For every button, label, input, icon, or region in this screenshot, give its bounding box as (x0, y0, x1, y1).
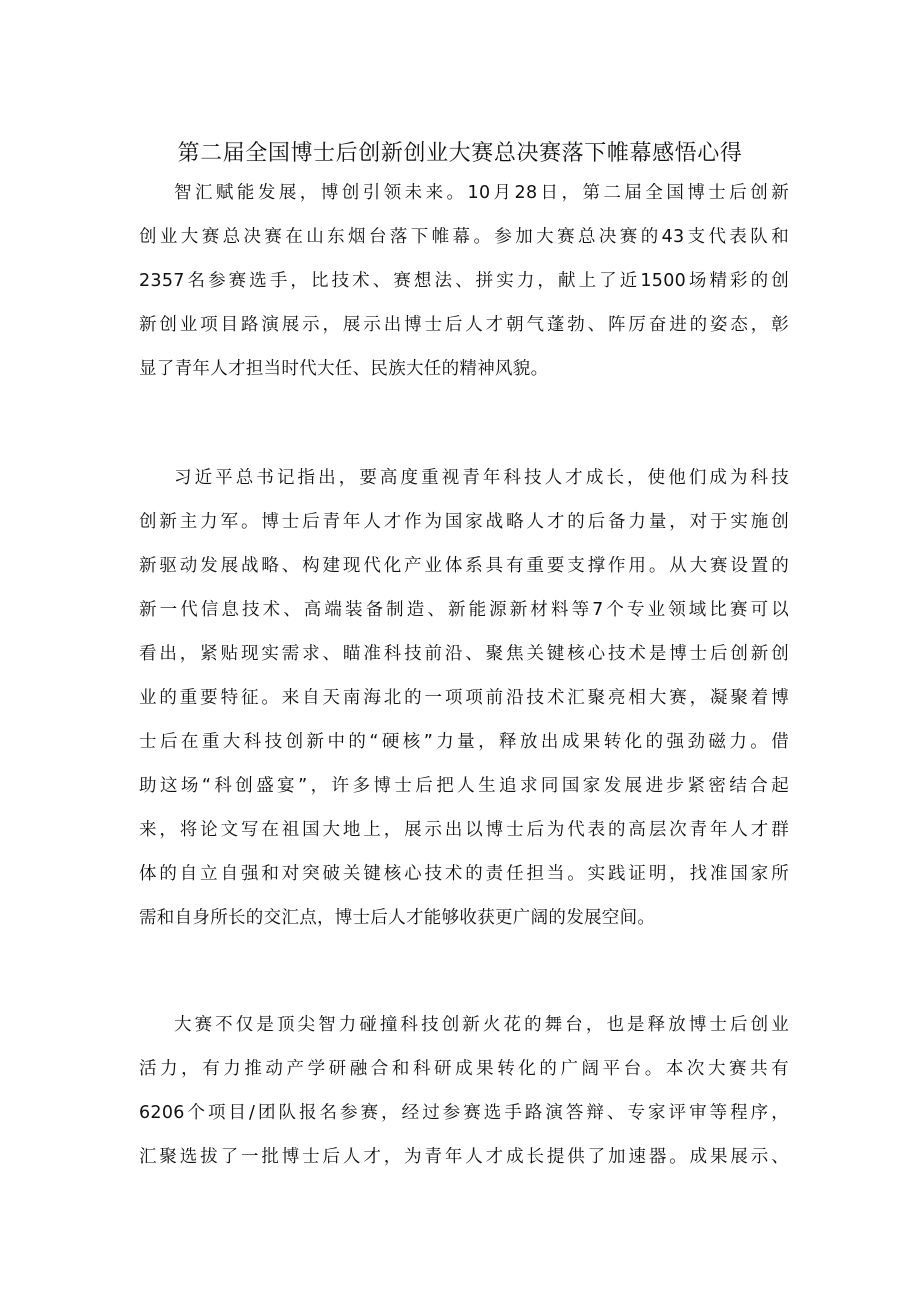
paragraph-line: 汇聚选拔了一批博士后人才，为青年人才成长提供了加速器。成果展示、 (139, 1147, 789, 1167)
paragraph-line: 新驱动发展战略、构建现代化产业体系具有重要支撑作用。从大赛设置的 (139, 556, 789, 576)
paragraph-3 (139, 1003, 789, 1179)
paragraph-line: 大赛不仅是顶尖智力碰撞科技创新火花的舞台，也是释放博士后创业 (174, 1015, 789, 1035)
paragraph-line: 创新主力军。博士后青年人才作为国家战略人才的后备力量，对于实施创 (139, 512, 789, 532)
paragraph-line: 活力，有力推动产学研融合和科研成果转化的广阔平台。本次大赛共有 (139, 1059, 789, 1079)
paragraph-line: 新一代信息技术、高端装备制造、新能源新材料等7个专业领域比赛可以 (139, 600, 789, 620)
paragraph-line: 来，将论文写在祖国大地上，展示出以博士后为代表的高层次青年人才群 (139, 820, 789, 840)
paragraph-line: 创业大赛总决赛在山东烟台落下帷幕。参加大赛总决赛的43支代表队和 (139, 227, 789, 247)
paragraph-line: 看出，紧贴现实需求、瞄准科技前沿、聚焦关键核心技术是博士后创新创 (139, 644, 789, 664)
paragraph-line: 士后在重大科技创新中的“硬核”力量，释放出成果转化的强劲磁力。借 (139, 732, 789, 752)
paragraph-line: 智汇赋能发展，博创引领未来。10月28日，第二届全国博士后创新 (174, 183, 789, 203)
paragraph-1 (139, 171, 789, 391)
paragraph-line: 新创业项目路演展示，展示出博士后人才朝气蓬勃、阵厉奋进的姿态，彰 (139, 315, 789, 335)
paragraph-line: 体的自立自强和对突破关键核心技术的责任担当。实践证明，找准国家所 (139, 864, 789, 884)
paragraph-line: 助这场“科创盛宴”，许多博士后把人生追求同国家发展进步紧密结合起 (139, 776, 789, 796)
paragraph-line: 显了青年人才担当时代大任、民族大任的精神风貌。 (139, 359, 549, 379)
document-title: 第二届全国博士后创新创业大赛总决赛落下帷幕感悟心得 (177, 141, 743, 166)
paragraph-line: 习近平总书记指出，要高度重视青年科技人才成长，使他们成为科技 (174, 468, 789, 488)
paragraph-line: 业的重要特征。来自天南海北的一项项前沿技术汇聚亮相大赛，凝聚着博 (139, 688, 789, 708)
paragraph-2 (139, 456, 789, 940)
paragraph-line: 2357名参赛选手，比技术、赛想法、拼实力，献上了近1500场精彩的创 (139, 271, 789, 291)
paragraph-line: 6206个项目/团队报名参赛，经过参赛选手路演答辩、专家评审等程序， (139, 1103, 789, 1123)
paragraph-line: 需和自身所长的交汇点，博士后人才能够收获更广阔的发展空间。 (139, 908, 656, 928)
